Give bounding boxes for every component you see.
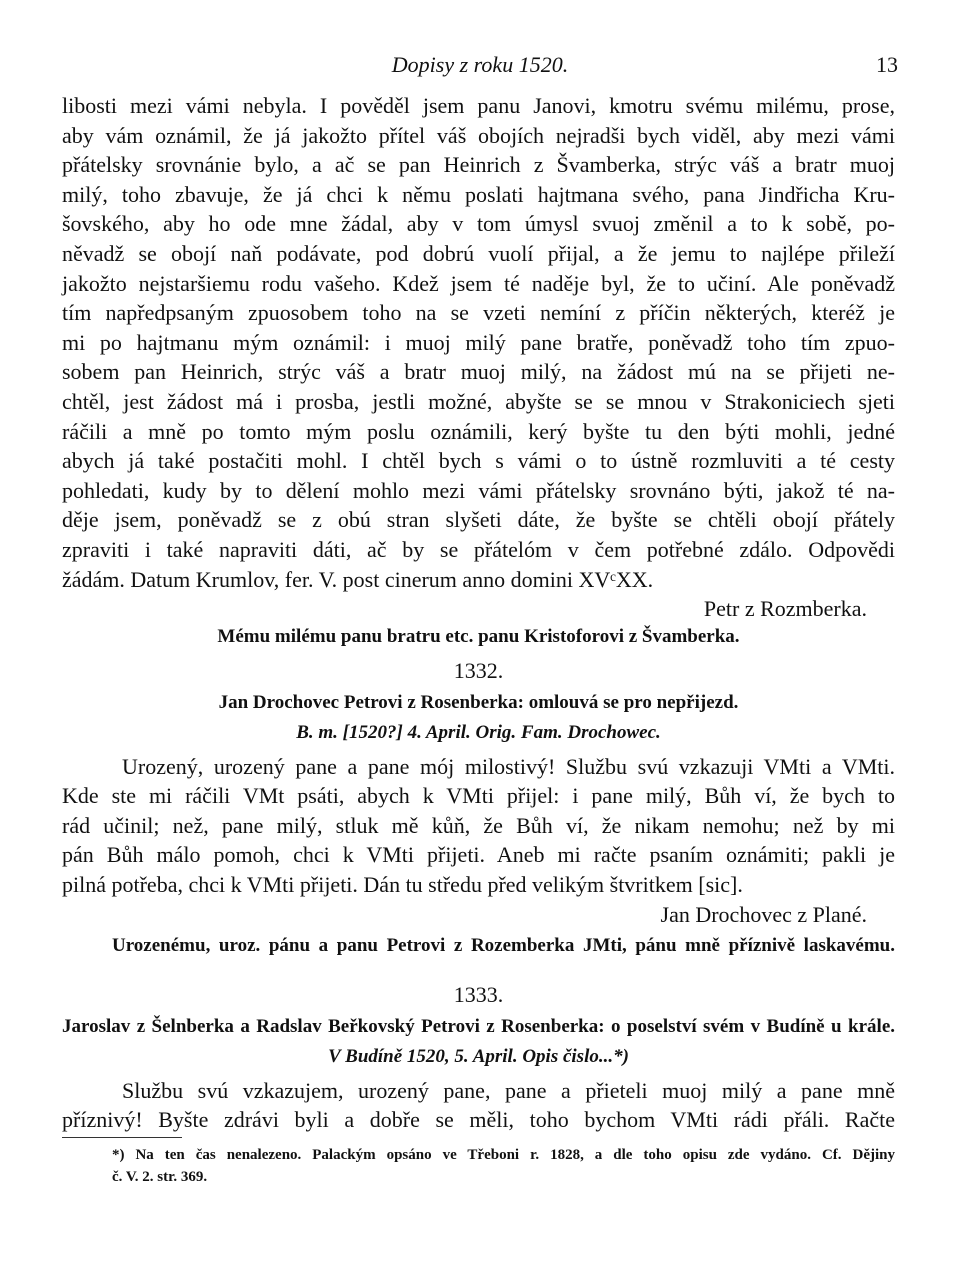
address: Mému milému panu bratru etc. panu Kristoforovi z Švamberka. (217, 625, 740, 647)
text-line: milý, toho zbavuje, že já chci k němu poslati hajtmana svého, pana Jindřicha Kru- (62, 181, 895, 207)
text-line: aby vám oznámil, že já jakožto přítel váš obojích nejradši bych viděl, aby mezi vámi (62, 122, 895, 148)
letter-summary: Jaroslav z Šelnberka a Radslav Beřkovský Petrovi z Rosenberka: o poselství svém v Budíně u krále. (62, 1015, 895, 1037)
letter-summary: Jan Drochovec Petrovi z Rosenberka: omlouvá se pro nepřijezd. (218, 691, 739, 713)
footnote-rule (62, 1137, 182, 1138)
letter-1332 (62, 656, 895, 959)
letter-1333 (62, 980, 895, 1135)
text-line: rád učinil; než, pane milý, stluk mě kůň, že Bůh ví, že nikam nemohu; než by mi (62, 812, 895, 838)
signature: Petr z Rozmberka. (703, 596, 867, 622)
text-line: pohledati, kudy by to dělení mohlo mezi vámi přátelsky srovnáno býti, jakož té na- (62, 477, 895, 503)
footnote-line: č. V. 2. str. 369. (112, 1169, 208, 1185)
text-line: libosti mezi vámi nebyla. I pověděl jsem panu Janovi, kmotru svému milému, prose, (62, 93, 895, 118)
footnote-line: *) Na ten čas nenalezeno. Palackým opsáno ve Třeboni r. 1828, a dle toho opisu zde vydáno. Cf. Dějiny (112, 1147, 895, 1163)
text-line: mi po hajtmanu mým oznámil: i muoj milý pane bratře, poněvadž toho tím zpuo- (62, 329, 895, 355)
letter-source: V Budíně 1520, 5. April. Opis čislo...*) (328, 1045, 629, 1067)
text-line: něvadž se obojí naň podávate, pod dobrú vuolí přijal, a že jemu to najlépe přileží (62, 240, 895, 266)
letter-1331-body (62, 91, 895, 650)
text-line: Kde ste mi ráčili VMt psáti, abych k VMti přijel: i pane milý, Bůh ví, že bych to (62, 783, 895, 809)
text-line: přátelsky srovnánie bylo, a ač se pan Heinrich z Švamberka, strýc váš a bratr muoj (62, 152, 895, 178)
text-line: pán Bůh málo pomoh, chci k VMti přijeti. Aneb mi račte psaním oznámiti; pakli je (62, 842, 895, 868)
running-title: Dopisy z roku 1520. (391, 52, 569, 77)
text-line: žádám. Datum Krumlov, fer. V. post cinerum anno domini XVᶜXX. (62, 566, 654, 592)
footnote (62, 1144, 895, 1188)
text-line: tím napředpsaným zpuosobem toho na se vzeti nemíní z příčin některých, kteréž je (62, 300, 895, 326)
text-line: děje jsem, poněvadž se z obú stran slyšeti dáte, že byšte se chtěli obojí přátely (62, 507, 895, 533)
address: Urozenému, uroz. pánu a panu Petrovi z Rozemberka JMti, pánu mně příznivě laskavému. (112, 935, 895, 957)
text-line: zpraviti i také napraviti dáti, ač by se přátelóm v čem potřebné zdálo. Odpovědi (62, 536, 895, 562)
text-line: Službu svú vzkazujem, urozený pane, pane a přieteli muoj milý a pane mně (122, 1077, 895, 1103)
signature: Jan Drochovec z Plané. (660, 901, 867, 927)
text-line: abych já také postačiti mohl. I chtěl bych s vámi o to ústně rozmluviti a té cesty (62, 448, 895, 474)
text-line: ráčili a mně po tomto mým poslu oznámili, kerý byšte tu den býti mohli, jedné (62, 418, 895, 444)
page-header (62, 52, 898, 82)
page-number: 13 (876, 52, 898, 77)
letter-source: B. m. [1520?] 4. April. Orig. Fam. Drochowec. (296, 721, 661, 743)
text-line: jakožto nejstaršiemu rodu vašeho. Kdež jsem té naděje byl, že to učiní. Ale poněvadž (62, 270, 895, 296)
text-line: příznivý! Byšte zdrávi byli a dobře se měli, toho bychom VMti rádi přáli. Račte (62, 1107, 895, 1133)
letter-number: 1332. (453, 658, 504, 683)
text-line: sobem pan Heinrich, strýc váš a bratr muoj milý, na žádost mú na se přijeti ne- (62, 359, 895, 385)
letter-number: 1333. (453, 982, 504, 1007)
text-line: pilná potřeba, chci k VMti přijeti. Dán tu středu před velikým štvritkem [sic]. (62, 871, 743, 897)
text-line: chtěl, jest žádost má i prosba, jestli možné, abyšte se se mnou v Strakoniciech sjeti (62, 388, 895, 414)
text-line: Urozený, urozený pane a pane mój milostivý! Službu svú vzkazuji VMti a VMti. (122, 753, 895, 779)
text-line: šovského, aby ho ode mne žádal, aby v tom úmysl svuoj změnil a to k sobě, po- (62, 211, 895, 237)
